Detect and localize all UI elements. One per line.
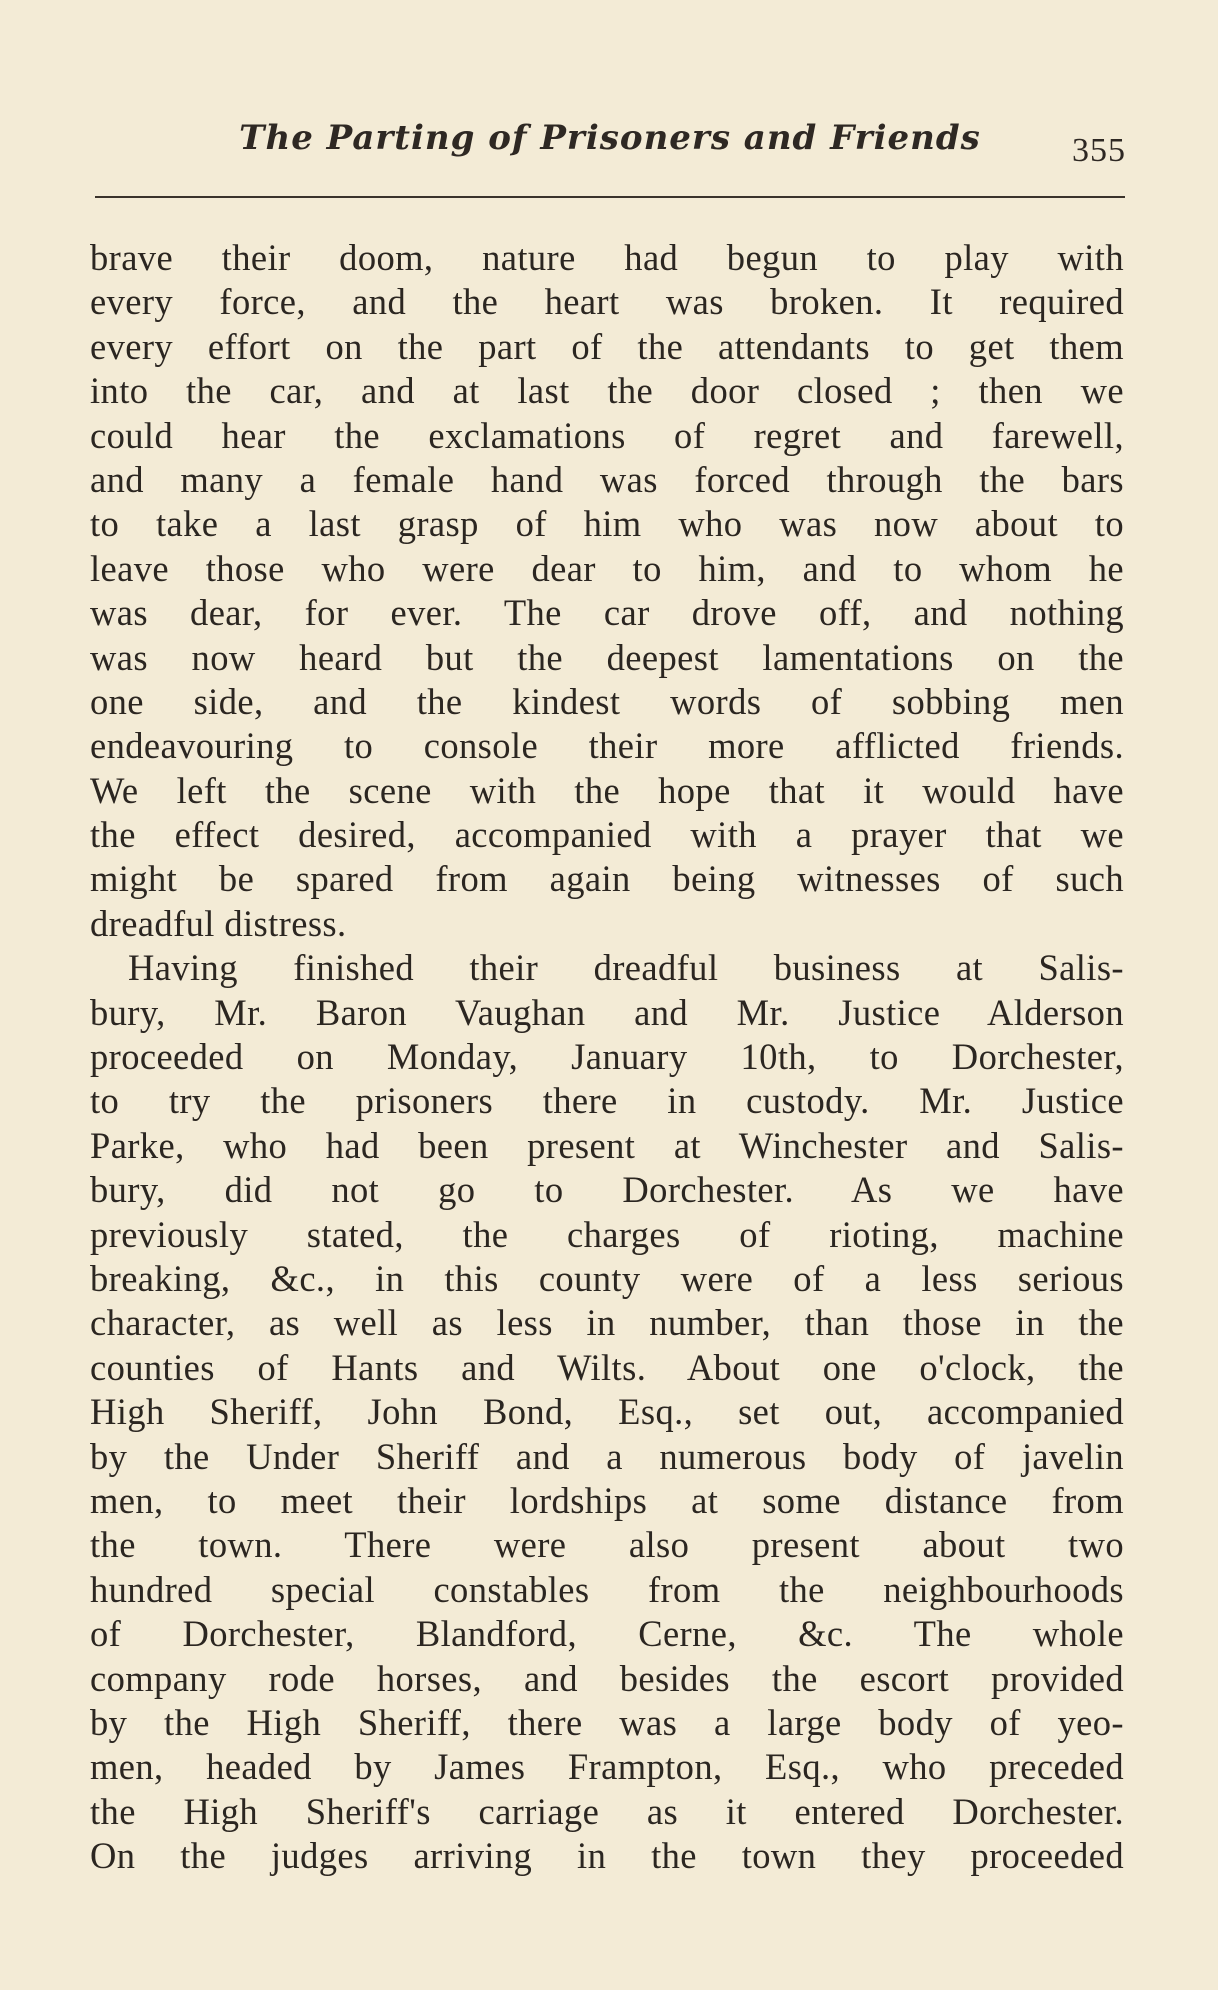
page-number: 355 <box>1072 132 1126 169</box>
header-rule <box>95 196 1125 198</box>
text-line: every force, and the heart was broken. It required <box>90 281 1124 323</box>
text-line: the High Sheriff's carriage as it entered Dorchester. <box>90 1790 1124 1832</box>
text-line: We left the scene with the hope that it would have <box>90 769 1124 811</box>
text-line: of Dorchester, Blandford, Cerne, &c. The whole <box>90 1613 1124 1655</box>
text-line: one side, and the kindest words of sobbing men <box>90 680 1124 722</box>
text-line: to try the prisoners there in custody. Mr. Justice <box>90 1080 1124 1122</box>
body-text <box>90 236 1124 1878</box>
text-line: might be spared from again being witnesses of such <box>90 858 1124 900</box>
text-line: leave those who were dear to him, and to whom he <box>90 547 1124 589</box>
text-line: brave their doom, nature had begun to play with <box>90 237 1124 278</box>
text-line: character, as well as less in number, than those in the <box>90 1302 1124 1344</box>
text-line: breaking, &c., in this county were of a less serious <box>90 1257 1124 1299</box>
text-line: by the High Sheriff, there was a large body of yeo- <box>90 1701 1124 1743</box>
text-line: Parke, who had been present at Winchester and Salis- <box>90 1124 1124 1166</box>
text-line: High Sheriff, John Bond, Esq., set out, accompanied <box>90 1391 1124 1433</box>
text-line: proceeded on Monday, January 10th, to Dorchester, <box>90 1036 1124 1078</box>
text-line: men, headed by James Frampton, Esq., who preceded <box>90 1746 1124 1788</box>
running-title: The Parting of Prisoners and Friends <box>239 118 981 158</box>
text-line: previously stated, the charges of rioting, machine <box>90 1213 1124 1255</box>
text-line: hundred special constables from the neighbourhoods <box>90 1568 1124 1610</box>
text-line: On the judges arriving in the town they proceeded <box>90 1835 1124 1877</box>
text-line: every effort on the part of the attendants to get them <box>90 325 1124 367</box>
text-line: bury, did not go to Dorchester. As we have <box>90 1169 1124 1211</box>
paragraph-end-line: dreadful distress. <box>90 902 347 944</box>
text-line: counties of Hants and Wilts. About one o'clock, the <box>90 1346 1124 1388</box>
text-line: into the car, and at last the door closed ; then we <box>90 370 1124 412</box>
text-line: by the Under Sheriff and a numerous body of javelin <box>90 1435 1124 1477</box>
text-line: could hear the exclamations of regret and farewell, <box>90 414 1124 456</box>
text-line: was dear, for ever. The car drove off, and nothing <box>90 592 1124 634</box>
paragraph-start-line: Having finished their dreadful business at Salis- <box>128 947 1124 989</box>
text-line: the town. There were also present about two <box>90 1524 1124 1566</box>
text-line: to take a last grasp of him who was now about to <box>90 503 1124 545</box>
running-head <box>95 118 1125 178</box>
text-line: men, to meet their lordships at some distance from <box>90 1479 1124 1521</box>
text-line: and many a female hand was forced through the bars <box>90 458 1124 500</box>
text-line: endeavouring to console their more afflicted friends. <box>90 725 1124 767</box>
text-line: the effect desired, accompanied with a prayer that we <box>90 814 1124 856</box>
text-line: was now heard but the deepest lamentations on the <box>90 636 1124 678</box>
text-line: company rode horses, and besides the escort provided <box>90 1657 1124 1699</box>
text-line: bury, Mr. Baron Vaughan and Mr. Justice Alderson <box>90 991 1124 1033</box>
